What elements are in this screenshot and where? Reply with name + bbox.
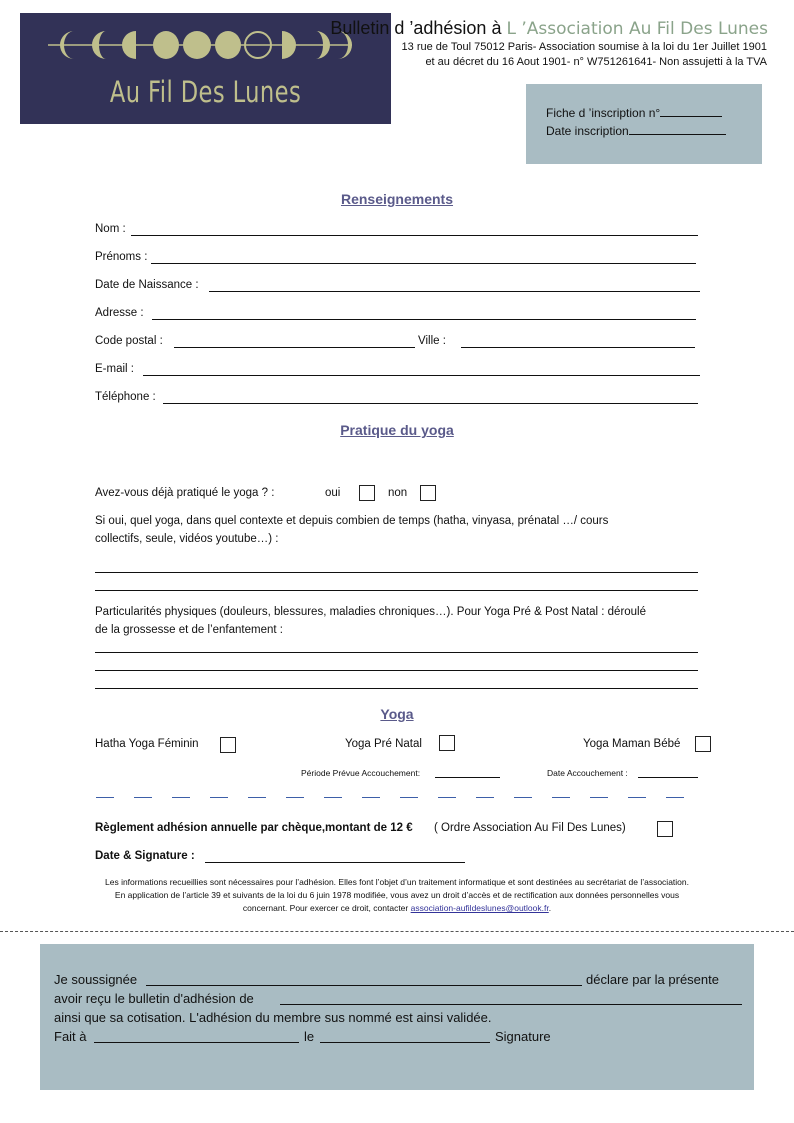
soussignee-label: Je soussignée — [54, 972, 138, 987]
non-label: non — [388, 487, 408, 499]
date-signature-label: Date & Signature : — [95, 850, 195, 862]
periode-field[interactable] — [435, 777, 500, 778]
periode-label: Période Prévue Accouchement: — [301, 768, 421, 778]
logo-text: Au Fil Des Lunes — [109, 75, 302, 109]
legal-email-link[interactable]: association-aufildeslunes@outlook.fr — [410, 903, 549, 913]
date-accouchement-label: Date Accouchement : — [547, 768, 628, 778]
ville-field[interactable] — [461, 347, 695, 348]
legal-notice — [100, 876, 694, 915]
nom-label: Nom : — [95, 223, 126, 235]
naissance-field[interactable] — [209, 291, 700, 292]
header-legal-line: et au décret du 16 Aout 1901- n° W751261641- Non assujetti à la TVA — [425, 56, 767, 68]
soussignee-field[interactable] — [146, 985, 582, 986]
section-pratique-title: Pratique du yoga — [340, 422, 454, 438]
avoir-recu-label: avoir reçu le bulletin d'adhésion de — [54, 991, 254, 1006]
ville-label: Ville : — [418, 335, 446, 347]
reglement-note: ( Ordre Association Au Fil Des Lunes) — [434, 822, 626, 834]
header-title-prefix: Bulletin d ’adhésion à — [330, 18, 502, 38]
particularites-line1: Particularités physiques (douleurs, blessures, maladies chroniques…). Pour Yoga Pré & Post Natal : déroulé — [95, 606, 647, 618]
si-oui-answer-line[interactable] — [95, 572, 698, 573]
particularites-answer-line[interactable] — [95, 688, 698, 689]
particularites-answer-line[interactable] — [95, 670, 698, 671]
declare-label: déclare par la présente — [586, 972, 719, 987]
email-label: E-mail : — [95, 363, 134, 375]
fiche-date-label: Date inscription — [546, 124, 629, 138]
reglement-label: Règlement adhésion annuelle par chèque,montant de 12 € — [95, 822, 413, 834]
nom-field[interactable] — [131, 235, 698, 236]
signature-label: Signature — [495, 1029, 551, 1044]
section-yoga-title: Yoga — [380, 706, 414, 722]
hatha-label: Hatha Yoga Féminin — [95, 738, 199, 750]
particularites-answer-line[interactable] — [95, 652, 698, 653]
code-postal-label: Code postal : — [95, 335, 163, 347]
oui-label: oui — [325, 487, 341, 499]
section-renseignements-title: Renseignements — [340, 191, 454, 207]
oui-checkbox[interactable] — [359, 485, 375, 501]
fiche-inscription-field[interactable] — [660, 106, 722, 117]
hatha-checkbox[interactable] — [220, 737, 236, 753]
adresse-label: Adresse : — [95, 307, 144, 319]
header-title — [330, 18, 768, 39]
telephone-field[interactable] — [163, 403, 698, 404]
pratique-question: Avez-vous déjà pratiqué le yoga ? : — [95, 487, 275, 499]
receipt-box — [40, 944, 754, 1090]
legal-end: . — [548, 903, 552, 913]
prenoms-label: Prénoms : — [95, 251, 148, 263]
reglement-checkbox[interactable] — [657, 821, 673, 837]
naissance-label: Date de Naissance : — [95, 279, 199, 291]
date-signature-field[interactable] — [205, 862, 465, 863]
si-oui-line2: collectifs, seule, vidéos youtube…) : — [95, 533, 279, 545]
email-field[interactable] — [143, 375, 700, 376]
avoir-recu-field[interactable] — [280, 1004, 742, 1005]
maman-bebe-label: Yoga Maman Bébé — [583, 738, 681, 750]
cut-line — [0, 931, 794, 932]
legal-text: Les informations recueillies sont nécessaires pour l’adhésion. Elles font l’objet d’un traitement informatique et sont destinées au secrétariat de l’association. En application de l’article 39 et suivants de la loi du 6 juin 1978 modifiée, vous avez un droit d’accès et de rectification aux données personnelles vous concernant. Pour exercer ce droit, contacter — [105, 877, 689, 913]
fiche-inscription-label: Fiche d ’inscription n° — [546, 106, 661, 120]
pre-natal-label: Yoga Pré Natal — [345, 738, 422, 750]
cotisation-text: ainsi que sa cotisation. L'adhésion du membre sus nommé est ainsi validée. — [54, 1010, 492, 1025]
particularites-line2: de la grossesse et de l’enfantement : — [95, 624, 283, 636]
si-oui-answer-line[interactable] — [95, 590, 698, 591]
prenoms-field[interactable] — [151, 263, 696, 264]
telephone-label: Téléphone : — [95, 391, 156, 403]
code-postal-field[interactable] — [174, 347, 415, 348]
adresse-field[interactable] — [152, 319, 696, 320]
maman-bebe-checkbox[interactable] — [695, 736, 711, 752]
non-checkbox[interactable] — [420, 485, 436, 501]
fait-a-label: Fait à — [54, 1029, 87, 1044]
date-accouchement-field[interactable] — [638, 777, 698, 778]
pre-natal-checkbox[interactable] — [439, 735, 455, 751]
si-oui-line1: Si oui, quel yoga, dans quel contexte et depuis combien de temps (hatha, vinyasa, prénatal …/ cours — [95, 515, 609, 527]
header-association-name: L ’Association Au Fil Des Lunes — [506, 19, 768, 39]
header-address-line: 13 rue de Toul 75012 Paris- Association soumise à la loi du 1er Juillet 1901 — [401, 41, 767, 53]
le-label: le — [304, 1029, 315, 1044]
le-field[interactable] — [320, 1042, 490, 1043]
fait-a-field[interactable] — [94, 1042, 299, 1043]
fiche-date-field[interactable] — [629, 124, 726, 135]
fiche-box — [526, 84, 762, 164]
